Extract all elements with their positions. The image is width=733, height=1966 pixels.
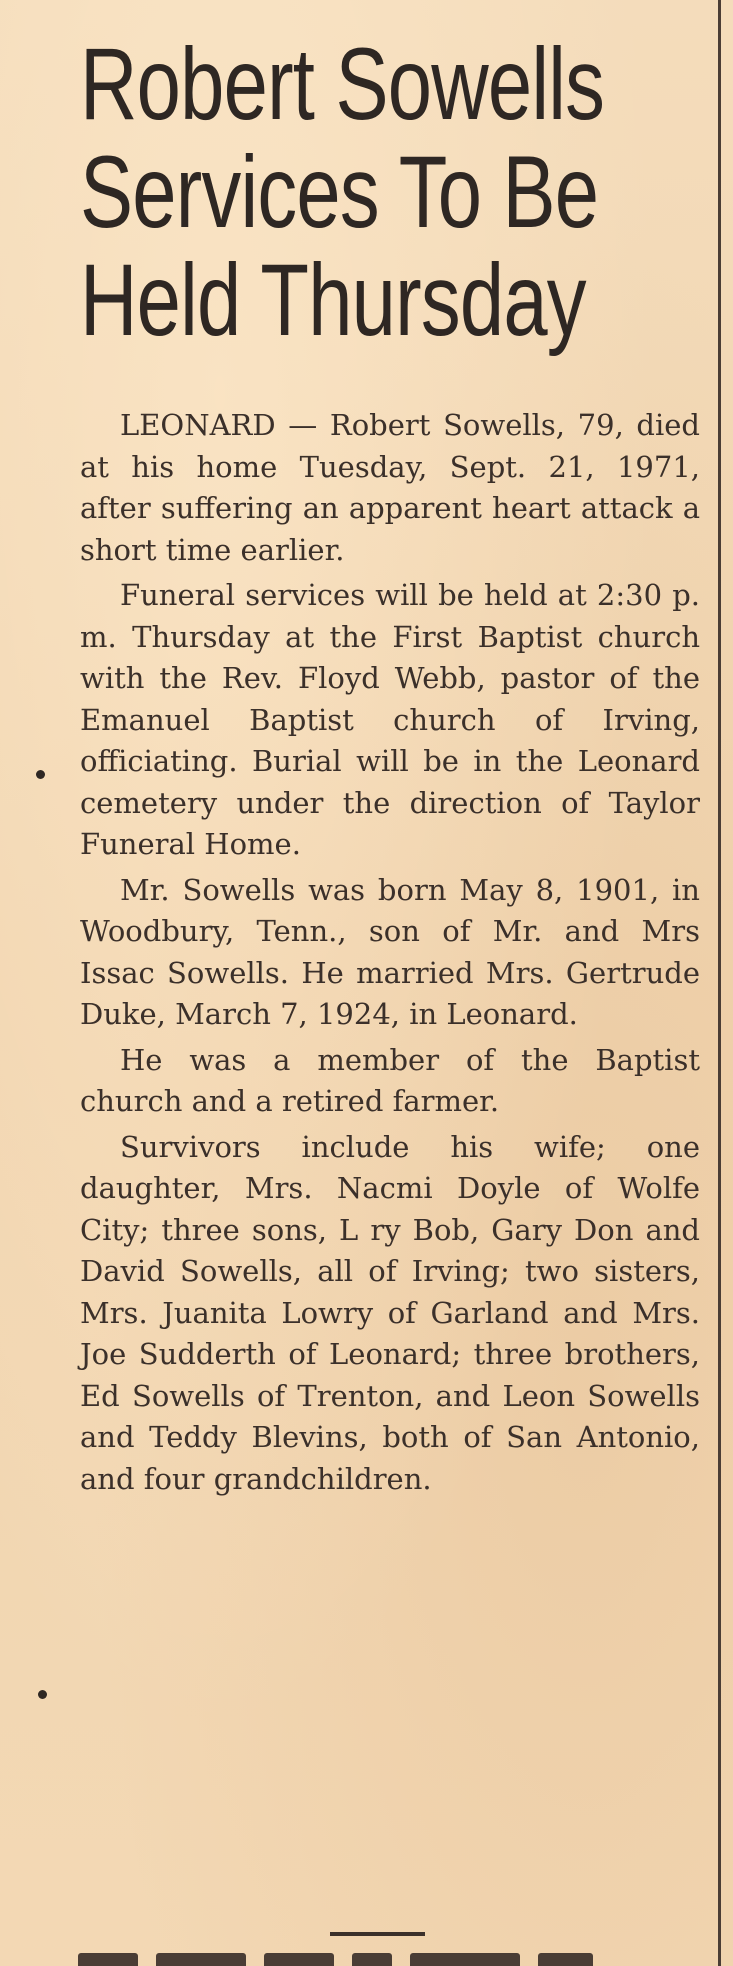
article-paragraph-3: Mr. Sowells was born May 8, 1901, in Woodbury, Tenn., son of Mr. and Mrs Issac Sowells. He married Mrs. Gertrude Duke, March 7, 1924, in Leonard.	[80, 872, 700, 1031]
article-body	[80, 405, 700, 1504]
headline-line-3: Held Thursday	[80, 243, 586, 357]
next-article-fragment	[78, 1952, 698, 1966]
margin-dot-mark	[38, 1690, 47, 1699]
article-paragraph-4: He was a member of the Baptist church and a retired farmer.	[80, 1042, 700, 1118]
column-rule	[718, 0, 721, 1966]
article-paragraph-2: Funeral services will be held at 2:30 p. m. Thursday at the First Baptist church with the Rev. Floyd Webb, pastor of the Emanuel Baptist church of Irving, officiating. Burial will be in the Leonard cemetery under the direction of Taylor Funeral Home.	[80, 578, 700, 861]
article-paragraph-5: Survivors include his wife; one daughter, Mrs. Nacmi Doyle of Wolfe City; three sons, L ry Bob, Gary Don and David Sowells, all of Irving; two sisters, Mrs. Juanita Lowry of Garland and Mrs. Joe Sudderth of Leonard; three brothers, Ed Sowells of Trenton, and Leon Sowells and Teddy Blevins, both of San Antonio, and four grandchildren.	[80, 1129, 700, 1496]
headline-line-1: Robert Sowells	[80, 27, 605, 141]
headline-line-2: Services To Be	[80, 135, 599, 249]
article-paragraph-1: LEONARD — Robert Sowells, 79, died at his home Tuesday, Sept. 21, 1971, after suffering an apparent heart attack a short time earlier.	[80, 408, 700, 567]
headline	[80, 27, 605, 357]
end-of-article-rule	[330, 1932, 425, 1936]
margin-dot-mark	[36, 770, 45, 779]
